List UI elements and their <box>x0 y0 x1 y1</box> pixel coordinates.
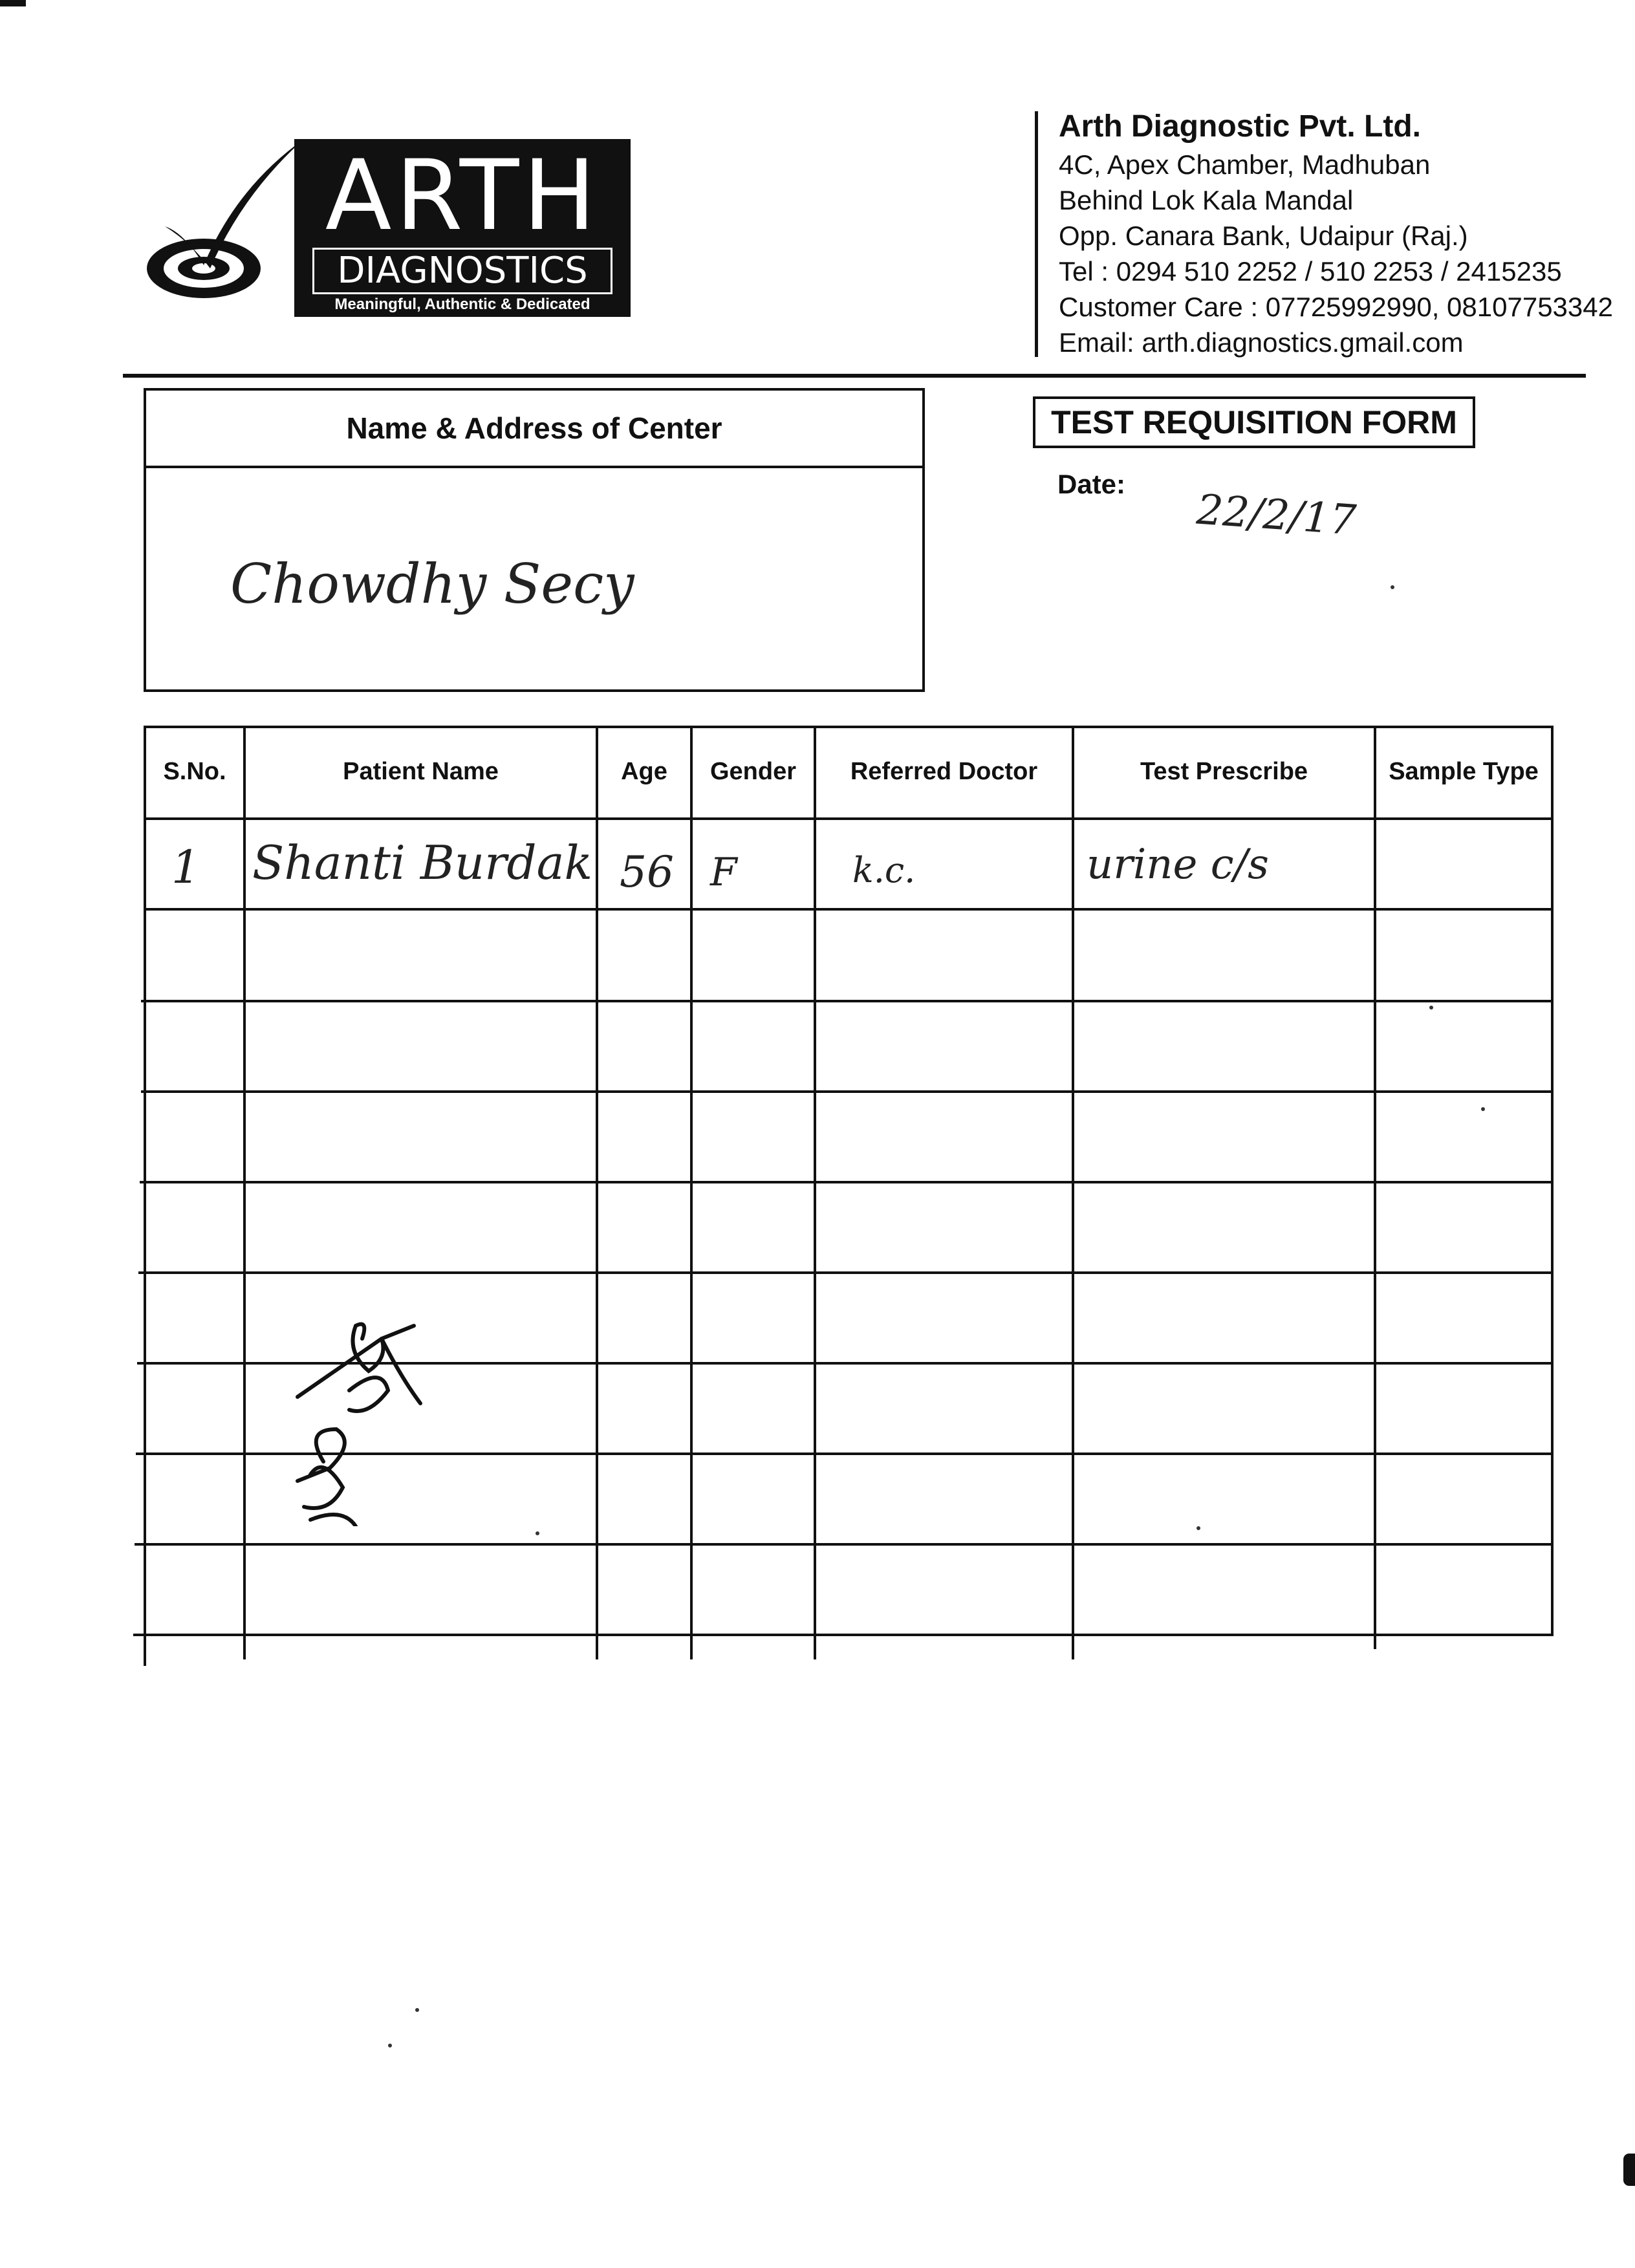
cell-age: 56 <box>620 847 674 897</box>
target-check-logo-icon <box>139 129 314 323</box>
header-patient-name: Patient Name <box>343 758 499 785</box>
table-column-divider <box>814 726 816 1659</box>
logo-wordmark: ARTH <box>325 140 600 252</box>
logo-subtitle: DIAGNOSTICS <box>312 248 612 294</box>
scan-speck <box>1429 1006 1433 1010</box>
table-row-divider <box>144 908 1554 911</box>
cell-sno: 1 <box>171 841 200 894</box>
scan-speck <box>1196 1526 1200 1530</box>
cell-referred-doctor: k.c. <box>852 850 916 891</box>
scan-speck <box>415 2008 419 2012</box>
telephone-line: Tel : 0294 510 2252 / 510 2253 / 2415235 <box>1059 256 1562 286</box>
table-column-divider <box>596 726 598 1659</box>
table-row-divider <box>135 1543 1554 1546</box>
cell-patient-name: Shanti Burdak <box>252 836 593 890</box>
scan-speck <box>536 1531 539 1535</box>
cell-gender: F <box>710 850 737 895</box>
company-logo <box>294 139 631 317</box>
date-label: Date: <box>1057 469 1126 499</box>
table-row-divider <box>144 817 1554 820</box>
address-line-3: Opp. Canara Bank, Udaipur (Raj.) <box>1059 221 1468 251</box>
handwritten-signature <box>285 1313 440 1526</box>
scan-corner-mark <box>0 0 26 6</box>
header-sample-type: Sample Type <box>1389 758 1539 785</box>
address-line-2: Behind Lok Kala Mandal <box>1059 185 1354 215</box>
address-line-1: 4C, Apex Chamber, Madhuban <box>1059 149 1431 180</box>
scan-speck <box>1481 1107 1485 1111</box>
header-sno: S.No. <box>163 758 226 785</box>
header-test-prescribe: Test Prescribe <box>1140 758 1308 785</box>
table-column-divider <box>243 726 246 1659</box>
company-divider <box>1035 111 1038 357</box>
table-column-divider <box>690 726 693 1659</box>
table-column-divider <box>144 726 146 1666</box>
company-address-block <box>1059 107 1628 360</box>
scan-speck <box>1391 585 1394 589</box>
table-row-divider <box>141 1090 1554 1093</box>
center-box-header: Name & Address of Center <box>146 391 922 468</box>
header-referred-doctor: Referred Doctor <box>850 758 1038 785</box>
customer-care-line: Customer Care : 07725992990, 08107753342 <box>1059 292 1613 322</box>
center-box <box>144 388 925 692</box>
table-column-divider <box>1374 726 1376 1649</box>
table-row-divider <box>133 1634 1554 1636</box>
table-row-divider <box>140 1181 1554 1183</box>
date-value-handwritten: 22/2/17 <box>1195 486 1358 545</box>
email-line: Email: arth.diagnostics.gmail.com <box>1059 327 1464 358</box>
table-row-divider <box>141 1000 1554 1002</box>
table-column-divider <box>1072 726 1074 1659</box>
scan-edge-mark <box>1623 2154 1635 2186</box>
header-age: Age <box>621 758 667 785</box>
company-name: Arth Diagnostic Pvt. Ltd. <box>1059 109 1422 144</box>
cell-test-prescribe: urine c/s <box>1087 841 1269 889</box>
logo-tagline: Meaningful, Authentic & Dedicated <box>334 296 590 313</box>
header-gender: Gender <box>709 758 797 785</box>
scan-speck <box>388 2044 392 2047</box>
table-row-divider <box>138 1271 1554 1274</box>
form-title: TEST REQUISITION FORM <box>1033 396 1475 448</box>
header-rule <box>123 374 1586 378</box>
table-right-border <box>1551 726 1554 1636</box>
center-name-handwritten: Chowdhy Secy <box>230 552 634 616</box>
